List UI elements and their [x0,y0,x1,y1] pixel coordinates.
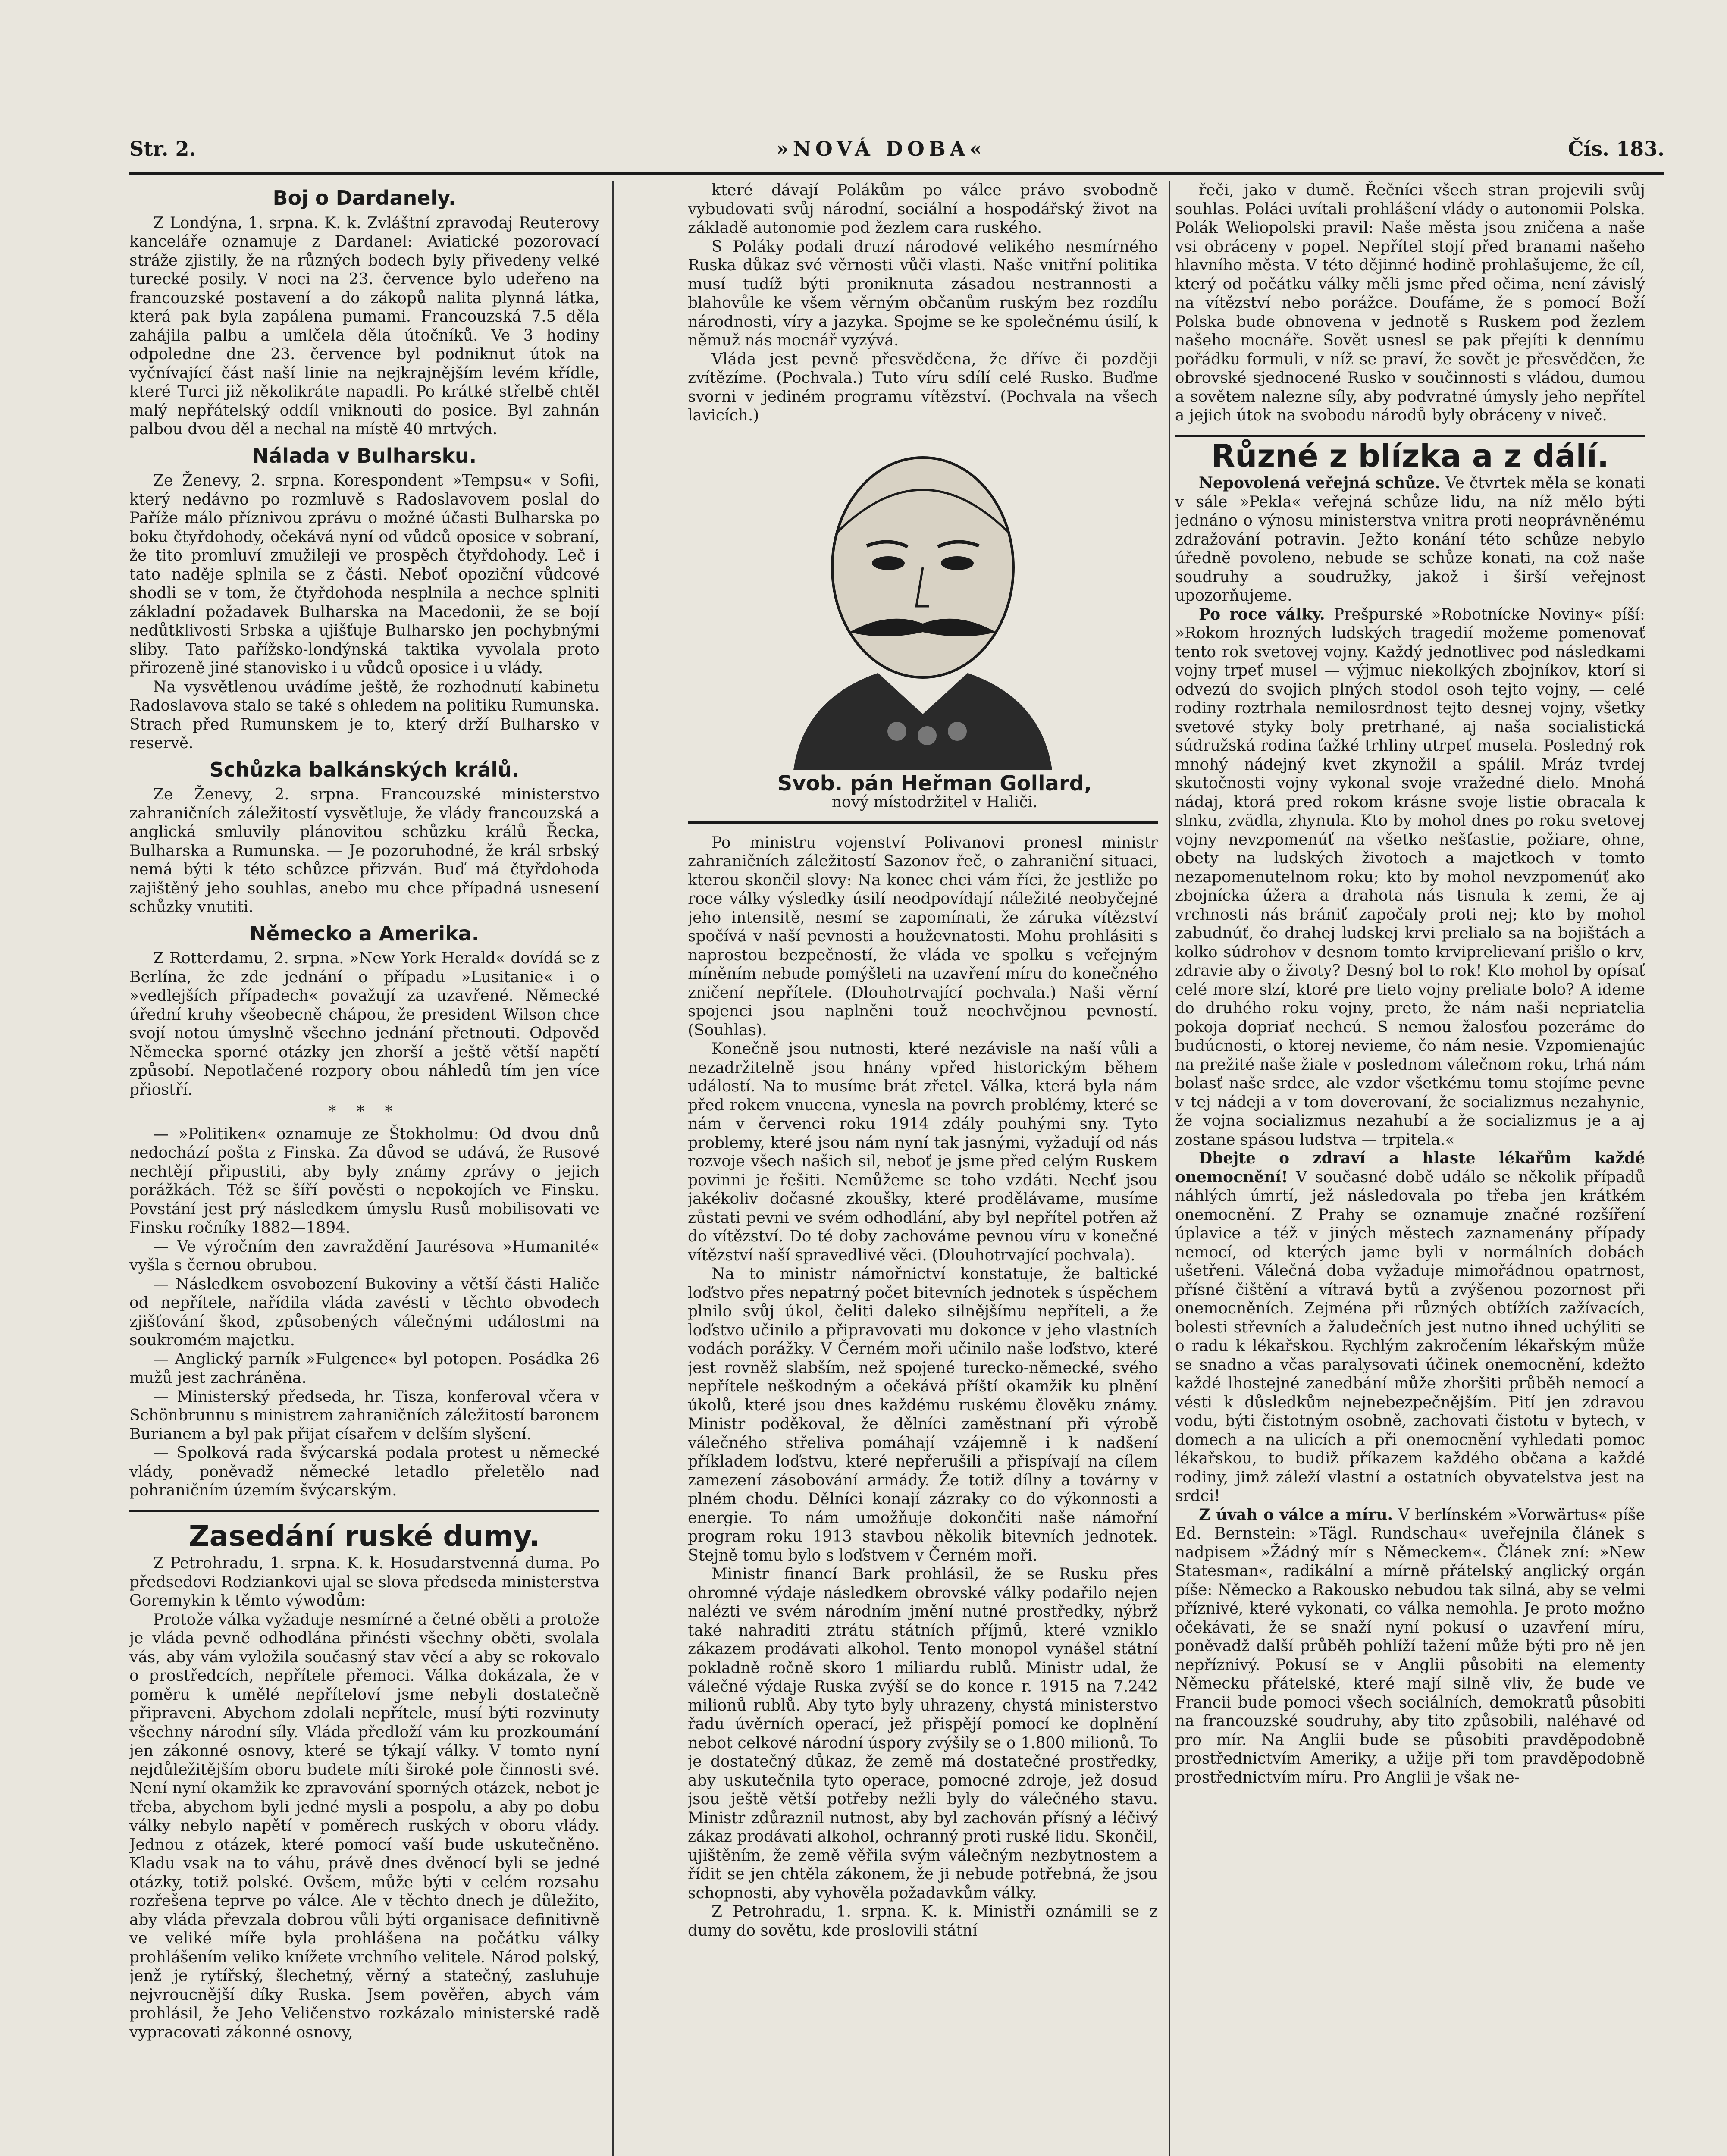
column-1 [129,181,599,2156]
article-paragraph: — Anglický parník »Fulgence« byl potopen. Posádka 26 mužů jest zachráněna. [129,1350,599,1387]
article-rule [1175,435,1645,437]
headline-nemecko-a-amerika: Německo a Amerika. [249,921,480,945]
section-headline-ruzne: Různé z blízka a z dálí. [1211,437,1609,474]
news-item [1175,1506,1645,1787]
article-paragraph: Z Londýna, 1. srpna. K. k. Zvláštní zpravodaj Reuterovy kanceláře oznamuje z Dardanel: Aviatické pozorovací stráže zjistily, že na různých bodech byly přivedeny velké turecké posily. V noci na 23. července bylo udeřeno na francouzské postavení a do zákopů nalita plynná látka, která pak byla zapálena pumami. Francouzská 7.5 děla zahájila palbu a umlčela děla útočníků. Ve 3 hodiny odpoledne dne 23. července byl podniknut útok na vyčnívající část naší linie na nejkrajnějším levém křídle, které Turci již několikráte napadli. Po krátké střelbě chtěl malý nepřátelský oddíl vniknouti do posice. Byl zahnán palbou dvou děl a nechal na místě 40 mrtvých. [129,214,599,438]
news-item-title: Po roce války. [1199,605,1325,624]
article-paragraph: — Ministerský předseda, hr. Tisza, konferoval včera v Schönbrunnu s ministrem zahraničních záležitostí baronem Burianem a byl pak přijat císařem v delším slyšení. [129,1388,599,1443]
news-item-title: Nepovolená veřejná schůze. [1199,474,1441,492]
news-item [1175,474,1645,605]
article-paragraph: — Ve výročním den zavraždění Jaurésova »Humanité« vyšla s černou obrubou. [129,1238,599,1274]
portrait-caption-sub: nový místodržitel v Haliči. [831,793,1038,811]
article-paragraph: S Poláky podali druzí národové velikého nesmírného Ruska důkaz své věrnosti vůči vlasti. Naše vnitřní politika musí tudíž býti proniknuta zásadou nestrannosti a blahovůle ke všem věrným občanům ruským bez rozdílu národnosti, víry a jazyka. Spojme se ke společnému úsilí, k němuž nás mocnář vyzývá. [688,238,1158,349]
article-paragraph: Konečně jsou nutnosti, které nezávisle na naší vůli a nezadržitelně jsou hnány vpřed historickým během událostí. Na to musíme brát zřetel. Válka, která byla nám před rokem vnucena, vynesla na povrch problémy, které se nám v červenci roku 1914 zdály pouhými sny. Tyto problemy, které jsou nám nyní tak jasnými, vyžadují od nás rozvoje všech našich sil, neboť je jsme před celým Ruskem povinni je řešiti. Nemůžeme se toho vzdáti. Nechť jsou jakékoliv dočasné zkoušky, které prodělávame, musíme zůstati pevni ve svém odhodlání, aby byl nepřítel potřen až do vítězství. Do té doby zachováme pevnou víru v konečné vítězství naší spravedlivé věci. (Dlouhotrvající pochvala). [688,1040,1158,1264]
headline-schuzka-kralu: Schůzka balkánských králů. [209,758,520,781]
column-divider-2 [1169,181,1170,2156]
headline-zasedani-dumy: Zasedání ruské dumy. [188,1519,540,1553]
article-paragraph: — Spolková rada švýcarská podala protest u německé vlády, poněvadž německé letadlo přeletělo nad pohraničním územím švýcarským. [129,1444,599,1499]
article-paragraph: Na to ministr námořnictví konstatuje, že baltické loďstvo přes nepatrný počet bitevních jednotek s úspěchem plnilo svůj úkol, čeliti daleko silnějšímu nepříteli, a že loďstvo učinilo a připravovati mu dokonce v jeho vlastních vodách porážky. V Černém moři učinilo naše loďstvo, které jest rovněž slabším, než spojené turecko-německé, svého nepřítele neškodným a očekává příští okamžik ku plnění úkolů, které jsou dnes každému ruskému člověku známy. Ministr poděkoval, že dělníci zaměstnaní při výrobě válečného střeliva pomáhají vzájemně i k nadšení příkladem loďstvu, které nepřerušili a přispívají na cílem zamezení zásobování armády. Že totiž dílny a továrny v plném chodu. Dělníci konají zázraky co do výkonnosti a energie. To nám umožňuje dokončiti naše námořní program roku 1913 stavbou několik bitevních jednotek. Stejně tomu bylo s loďstvem v Černém moři. [688,1265,1158,1564]
column-2 [688,181,1158,2156]
news-item-title: Z úvah o válce a míru. [1199,1505,1393,1524]
article-paragraph: Z Rotterdamu, 2. srpna. »New York Herald« dovídá se z Berlína, že zde jednání o případu »Lusitanie« i o »vedlejších případech« považují za uzavřené. Německé úřední kruhy všeobecně chápou, že president Wilson chce svojí notou úmyslně všechno jednání přetnouti. Odpověď Německa sporné otázky jen zhorší a ještě větší napětí způsobí. Nepotlačené rozpory obou náhledů tím jen více přiostří. [129,950,599,1099]
column-3 [1175,181,1645,2156]
page-header [129,137,1664,172]
portrait-caption-name: Svob. pán Heřman Gollard, [777,771,1092,796]
article-paragraph: Vláda jest pevně přesvědčena, že dříve či později zvítězíme. (Pochvala.) Tuto víru sdílí celé Rusko. Buďme svorni v jediném programu vítězství. (Pochvala na všech lavicích.) [688,350,1158,424]
issue-number: Čís. 183. [1567,137,1664,160]
headline-boj-o-dardanely: Boj o Dardanely. [273,186,456,210]
article-paragraph: Z Petrohradu, 1. srpna. K. k. Ministři oznámili se z dumy do sovětu, kde proslovili státní [688,1903,1158,1940]
article-paragraph: Na vysvětlenou uvádíme ještě, že rozhodnutí kabinetu Radoslavova stalo se také s ohledem na politiku Rumunska. Strach před Rumunskem je to, který drží Bulharsko v reservě. [129,678,599,752]
column-divider-1 [612,181,614,2156]
section-separator: * * * [328,1103,401,1121]
news-item [1175,1149,1645,1506]
headline-nalada-v-bulharsku: Nálada v Bulharsku. [252,444,477,467]
article-paragraph: Ze Ženevy, 2. srpna. Korespondent »Tempsu« v Sofii, který nedávno po rozmluvě s Radoslavovem poslal do Paříže málo příznivou zprávu o možné účasti Bulharska po boku čtyřdohody, očekává nyní od vůdců oposice v sobraní, že tito promluví zmužileji ve prospěch čtyřdohody. Leč i tato naděje splnila se z části. Neboť opoziční vůdcové shodli se v tom, že čtyřdohoda nesplnila a nechce splniti základní požadavek Bulharska na Macedonii, že se bojí nedůtklivosti Srbska a ujišťuje Bulharsko jen pochybnými sliby. Tato pařížsko-londýnská taktika vyvolala proto přirozeně jiné stanovisko i u vůdců oposice i u vlády. [129,472,599,677]
masthead: »NOVÁ DOBA« [776,137,987,160]
article-paragraph: Protože válka vyžaduje nesmírné a četné oběti a protože je vláda pevně odhodlána přinésti všechny oběti, svolala vás, aby vám vyložila současný stav věcí a aby se rokovalo o prostředcích, nepřítele přemoci. Válka dokázala, že v poměru k umělé nepříteloví jsme nebyli dostatečně připraveni. Abychom zdolali nepřítele, musí býti rozvinuty všechny národní síly. Vláda předloží vám ku prozkoumání jen zákonné osnovy, které se týkají války. V tomto nyní nejdůležitějším oboru budete míti široké pole činnosti své. Není nyní okamžik ke zpravování sporných otázek, nebot je třeba, abychom byli jedné mysli a pospolu, a aby po dobu války nebylo napětí v poměrech ruských v oboru vlády. Jednou z otázek, které pomocí vaší bude uskutečněno. Kladu vsak na to váhu, právě dnes dvěnocí byli se jedné otázky, totiž polské. Ovšem, může býti v celém rozsahu rozřešena teprve po válce. Ale v těchto dnech je důležito, aby vláda převzala dobrou vůli býti organisace definitivně ve veliké míře byla prohlášena na počátku války prohlášením veliko knížete vrchního velitele. Národ polský, jenž je rytířský, šlechetný, věrný a statečný, zasluhuje nejvroucnější díky Ruska. Jsem pověřen, abych vám prohlásil, že Jeho Veličenstvo rozkázalo ministerské radě vypracovati zákonné osnovy, [129,1611,599,2041]
article-paragraph: — Následkem osvobození Bukoviny a větší části Haliče od nepřítele, nařídila vláda zavésti v těchto obvodech zjišťování škod, způsobených válečnými událostmi na soukromém majetku. [129,1275,599,1349]
article-paragraph: Ze Ženevy, 2. srpna. Francouzské ministerstvo zahraničních záležitostí vysvětluje, že vlády francouzská a anglická smluvily plánovitou schůzku králů Řecka, Bulharska a Rumunska. — Je pozoruhodné, že král srbský nemá býti k této schůzce přizván. Buď má čtyřdohoda zajištěný jeho souhlas, anebo mu chce případná usnesení schůzky vnutiti. [129,786,599,916]
article-paragraph: řeči, jako v dumě. Řečníci všech stran projevili svůj souhlas. Poláci uvítali prohlášení vlády o autonomii Polska. Polák Weliopolski pravil: Naše města jsou zničena a naše vsi obráceny v popel. Nepřítel stojí před branami našeho hlavního města. V této dějinné hodině prohlašujeme, že cíl, který od počátku války měli jsme před očima, není závislý na vítězství nebo porážce. Doufáme, že s pomocí Boží Polska bude obnovena v jednotě s Ruskem pod žezlem našeho mocnáře. Sovět usnesl se pak přejíti k dennímu pořádku formuli, v níž se praví, že sovět je přesvědčen, že obrovské sjednocené Rusko v součinnosti s vládou, dumou a sovětem nalezne síly, aby podvratné úmysly jeho nepřítel a jejich útok na svobodu národů byly obráceny v niveč. [1175,182,1645,424]
article-paragraph: — »Politiken« oznamuje ze Štokholmu: Od dvou dnů nedochází pošta z Finska. Za důvod se udává, že Rusové nechtějí připustiti, aby byly známy zprávy o jejich porážkách. Též se šíří pověsti o nepokojích ve Finsku. Povstání jest prý následkem úmyslu Rusů mobilisovati ve Finsku ročníky 1882—1894. [129,1125,599,1237]
article-paragraph: Z Petrohradu, 1. srpna. K. k. Hosudarstvenná duma. Po předsedovi Rodziankovi ujal se slova předseda ministerstva Goremykin k těmto výwodům: [129,1554,599,1610]
page-number: Str. 2. [129,137,196,160]
news-item-text: Ve čtvrtek měla se konati v sále »Pekla« veřejná schůze lidu, na níž mělo býti jednáno o výnosu ministerstva vnitra proti neoprávněnému zdražování potravin. Ježto konání této schůze nebylo úředně povoleno, nebude se schůze konati, na což naše soudruhy a soudružky, jakož i širší veřejnost upozorňujeme. [1175,474,1645,605]
article-paragraph: které dávají Polákům po válce právo svobodně vybudovati svůj národní, sociální a hospodářský život na základě autonomie pod žezlem cara ruského. [688,182,1158,237]
news-item-text: V současné době událo se několik případů náhlých úmrtí, jež následovala po třeba jen krátkém onemocnění. Z Prahy se oznamuje značné rozšíření úplavice a též v jiných městech zaznamenány případy nemocí, od kterých jame byli v normálních dobách ušetřeni. Válečná doba vyžaduje mimořádnou opatrnost, přísné čištění a vítravá bytů a zvýšenou pozornost při onemocněních. Zejména při různých obtížích zažívacích, bolesti střevních a žaludečních jest nutno ihned uchýliti se o radu k lékařskou. Rychlým zakročením lékařským může se snadno a včas paralysovati účinek onemocnění, kdežto každé lhostejné zanedbání může zhoršiti průběh nemocí a vésti k důsledkům nejnebezpečnějším. Pití jen zdravou vodu, býti čistotným osobně, zachovati čistotu v bytech, v domech a na ulicích a při onemocnění vyhledati pomoc lékařskou, to budiž příkazem každého občana a každé rodiny, jimž záleží vlastní a ostatních obyvatelstva jest na srdci! [1175,1168,1645,1505]
news-item-text: V berlínském »Vorwärtus« píše Ed. Bernstein: »Tägl. Rundschau« uveřejnila článek s nadpisem »Žádný mír s Německem«. Článek zní: »New Statesman«, radikální a mírně přátelský anglický orgán píše: Německo a Rakousko nebudou tak silná, aby se velmi příznivé, které vykonati, co válka nemohla. Je proto možno očekávati, že se snaží nyní pokusí o uzavření míru, poněvadž další průběh pohlíží tažení může býti pro ně jen nepříznivý. Pokusí se v Anglii působiti na elementy Německu přátelské, které mají silně vliv, že bude ve Francii bude pomoci všech sociálních, demokratů působiti na francouzské soudruhy, aby tito způsobili, naléhavé od pro mír. Na Anglii bude se působiti pravděpodobně prostřednictvím Ameriky, a užije při tom pravděpodobně prostřednictvím míru. Pro Anglii je však ne- [1175,1506,1645,1786]
header-rule [129,172,1664,175]
news-item-title: Dbejte o zdraví a hlaste lékařům každé onemocnění! [1175,1149,1645,1186]
article-rule [129,1510,599,1512]
news-item-text: Prešpurské »Robotnícke Noviny« píší: »Rokom hrozných ludských tragedií možeme pomenovať tento rok svetovej vojny. Každý jednotlivec pod následkami vojny trpeť musel — výjmuc niekolkých zbojníkov, ktorí si odvezú do svojich plných stodol osoh tejto vojny, — celé rodiny roztrhala nemilosrdnost tejto desnej vojny, všetky svetové styky boly pretrhané, aj naša socialistická súdružská rodina ťažké trhliny utrpeť musela. Posledný rok mnohý nádejný kvet zkynožil a spálil. Mráz tvrdej skutočnosti vojny vykonal svoje vražedné dielo. Mnohá nádaj, ktorá pred rokom krásne svoje listie obracala k slnku, zvädla, zhynula. Kto by mohol dnes po roku svetovej vojny nevzpomenúť na všetko nešťastie, požiare, ohne, obety na ludských životoch a majetkoch v tomto nezapomenutelnom roku; kto by mohol nevzpomenúť ako zbojnícka úžera a drahota nás tisnula k zemi, že aj vrchnosti nás brániť započaly proti nej; kto by mohol zabudnúť, čo drahej ludskej krvi prelialo sa na bojištách a kolko súdrohov v desnom tomto krviprelievaní prišlo o krv, zdravie aby o životy? Desný bol to rok! Kto mohol by opísať celé more slzí, ktoré pre tieto vojny preliate bolo? A ideme do druhého roku vojny, preto, že nám naši nepriatelia pokoja dopriať nechcú. S nemou žalosťou pozeráme do budúcnosti, o ktorej nevieme, čo nám nesie. Vzpomienajúc na prežité naše žiale v poslednom válečnom roku, trhá nám bolasť naše srdce, ale vzdor všetkému tomu stojíme pevne v tej nádeji a v tom doverovaní, že socializmus nezahynie, že vojna socializmus nezahubí a že socializmus je a aj zostane spásou ludstva — trpitela.« [1175,605,1645,1149]
news-item [1175,605,1645,1150]
article-paragraph: Ministr financí Bark prohlásil, že se Rusku přes ohromné výdaje následkem obrovské války podařilo nejen nalézti ve svém národním jmění nutné prostředky, nýbrž také nahraditi ztrátu státních příjmů, které vzniklo zákazem prodávati alkohol. Tento monopol vynášel státní pokladně ročně skoro 1 miliardu rublů. Ministr udal, že válečné výdaje Ruska zvýší se do konce r. 1915 na 7.242 milionů rublů. Aby tyto byly uhrazeny, chystá ministerstvo řadu úvěrních operací, jež přispějí pomocí ke doplnění nebot celkové národní úspory zvýšily se o 1.800 milionů. To je dostatečný důkaz, že země má dostatečné prostředky, aby uskutečnila tyto operace, pomocné zdroje, jež dosud jsou ještě větší potřeby nežli byly do válečného stavu. Ministr zdůraznil nutnost, aby byl zachován přísný a léčivý zákaz prodávati alkohol, ochranný proti ruské lidu. Skončil, ujištěním, že země věřila svým válečným nezbytnostem a řídit se jen chtěla zákonem, že ji nebude potřebná, že jsou schopnosti, aby vyhověla požadavkům války. [688,1565,1158,1902]
portrait-illustration [707,438,1138,770]
article-paragraph: Po ministru vojenství Polivanovi pronesl ministr zahraničních záležitostí Sazonov řeč, o zahraniční situaci, kterou skončil slovy: Na konec chci vám říci, že jestliže po roce války výsledky úsilí neodpovídají náležité neobyčejné jeho intensitě, nesmí se zapomínati, že záruka vítězství spočívá v naší pevnosti a houževnatosti. Mohu prohlásiti s naprostou bezpečností, že vláda ve spolku s veřejným míněním nebude pomýšleti na uzavření míru do konečného zničení nepřítele. (Dlouhotrvající pochvala.) Naši věrní spojenci jsou naplněni touž neochvějnou pevností. (Souhlas). [688,834,1158,1039]
article-rule [688,821,1158,824]
